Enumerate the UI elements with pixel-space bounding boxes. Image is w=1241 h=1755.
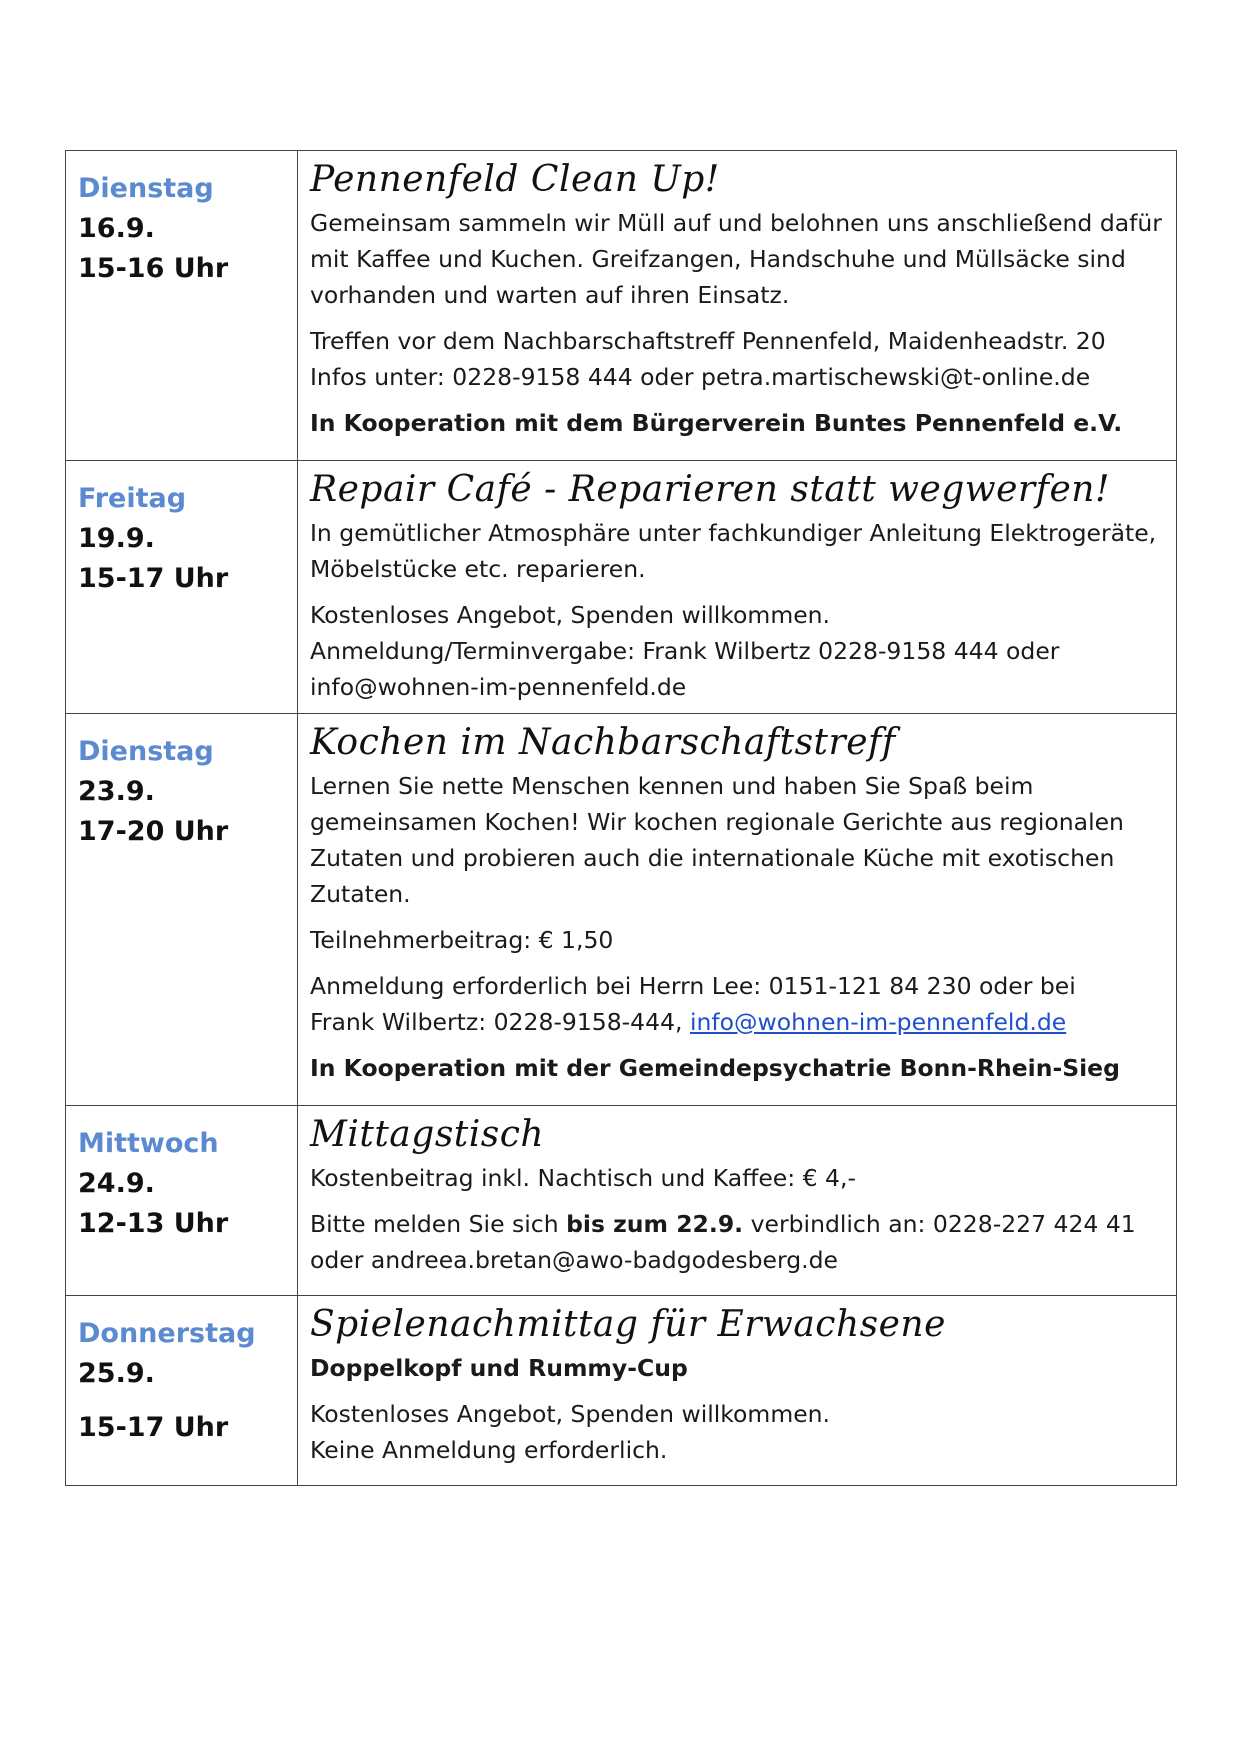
event-title: Mittagstisch bbox=[310, 1114, 545, 1155]
event-registration-line2: Frank Wilbertz: 0228-9158-444, bbox=[310, 1008, 683, 1036]
event-date-cell bbox=[66, 714, 298, 1106]
event-title: Spielenachmittag für Erwachsene bbox=[310, 1304, 946, 1345]
event-row bbox=[66, 461, 1177, 714]
event-time: 15-17 Uhr bbox=[78, 1412, 229, 1443]
event-fee: Kostenbeitrag inkl. Nachtisch und Kaffee: € 4,- bbox=[310, 1164, 856, 1192]
event-registration-line1: Anmeldung erforderlich bei Herrn Lee: 0151-121 84 230 oder bei bbox=[310, 972, 1076, 1000]
event-cost-note: Kostenloses Angebot, Spenden willkommen. bbox=[310, 1400, 831, 1428]
event-registration: Anmeldung/Terminvergabe: Frank Wilbertz 0228-9158 444 oder info@wohnen-im-pennenfeld.de bbox=[310, 637, 1060, 701]
event-date-cell bbox=[66, 1106, 298, 1296]
event-day: Dienstag bbox=[78, 736, 214, 767]
event-meeting-point: Treffen vor dem Nachbarschaftstreff Pennenfeld, Maidenheadstr. 20 bbox=[310, 327, 1106, 355]
event-fee: Teilnehmerbeitrag: € 1,50 bbox=[310, 926, 614, 954]
event-date-cell bbox=[66, 1296, 298, 1486]
event-row bbox=[66, 714, 1177, 1106]
event-row bbox=[66, 1296, 1177, 1486]
event-row bbox=[66, 151, 1177, 461]
event-date-cell bbox=[66, 461, 298, 714]
event-description: In gemütlicher Atmosphäre unter fachkundiger Anleitung Elektrogeräte, Möbelstücke etc. reparieren. bbox=[310, 519, 1157, 583]
event-title: Repair Café - Reparieren statt wegwerfen! bbox=[310, 469, 1110, 510]
event-date: 24.9. bbox=[78, 1168, 155, 1199]
event-registration-pre: Bitte melden Sie sich bbox=[310, 1210, 559, 1238]
event-time: 17-20 Uhr bbox=[78, 816, 229, 847]
event-date: 16.9. bbox=[78, 213, 155, 244]
event-title: Kochen im Nachbarschaftstreff bbox=[310, 722, 896, 763]
event-day: Dienstag bbox=[78, 173, 214, 204]
event-registration bbox=[310, 1206, 1164, 1278]
event-subtitle: Doppelkopf und Rummy-Cup bbox=[310, 1354, 688, 1382]
email-link[interactable]: info@wohnen-im-pennenfeld.de bbox=[689, 1008, 1067, 1036]
event-description: Lernen Sie nette Menschen kennen und haben Sie Spaß beim gemeinsamen Kochen! Wir kochen regionale Gerichte aus regionalen Zutaten und probieren auch die internationale Küche mit exotischen Zutaten. bbox=[310, 772, 1124, 908]
event-time: 15-16 Uhr bbox=[78, 253, 229, 284]
event-date: 23.9. bbox=[78, 776, 155, 807]
event-body-cell bbox=[298, 1296, 1177, 1486]
event-description: Gemeinsam sammeln wir Müll auf und belohnen uns anschließend dafür mit Kaffee und Kuchen. Greifzangen, Handschuhe und Müllsäcke sind vorhanden und warten auf ihren Einsatz. bbox=[310, 209, 1162, 309]
event-registration-line2: oder andreea.bretan@awo-badgodesberg.de bbox=[310, 1246, 839, 1274]
event-body-cell bbox=[298, 714, 1177, 1106]
event-cooperation: In Kooperation mit dem Bürgerverein Buntes Pennenfeld e.V. bbox=[310, 409, 1123, 437]
event-time: 12-13 Uhr bbox=[78, 1208, 229, 1239]
event-body-cell bbox=[298, 1106, 1177, 1296]
event-body-cell bbox=[298, 151, 1177, 461]
event-registration-deadline: bis zum 22.9. bbox=[566, 1210, 744, 1238]
events-table bbox=[65, 150, 1177, 1486]
event-registration-note: Keine Anmeldung erforderlich. bbox=[310, 1436, 668, 1464]
event-time: 15-17 Uhr bbox=[78, 563, 229, 594]
event-day: Freitag bbox=[78, 483, 187, 514]
event-registration-post: verbindlich an: 0228-227 424 41 bbox=[750, 1210, 1136, 1238]
event-day: Mittwoch bbox=[78, 1128, 219, 1159]
event-row bbox=[66, 1106, 1177, 1296]
event-cooperation: In Kooperation mit der Gemeindepsychatrie Bonn-Rhein-Sieg bbox=[310, 1054, 1120, 1082]
event-date: 19.9. bbox=[78, 523, 155, 554]
event-date: 25.9. bbox=[78, 1358, 155, 1389]
event-title: Pennenfeld Clean Up! bbox=[310, 159, 720, 200]
event-body-cell bbox=[298, 461, 1177, 714]
event-date-cell bbox=[66, 151, 298, 461]
event-day: Donnerstag bbox=[78, 1318, 256, 1349]
event-registration bbox=[310, 968, 1164, 1040]
event-contact: Infos unter: 0228-9158 444 oder petra.martischewski@t-online.de bbox=[310, 363, 1091, 391]
event-cost-note: Kostenloses Angebot, Spenden willkommen. bbox=[310, 601, 831, 629]
